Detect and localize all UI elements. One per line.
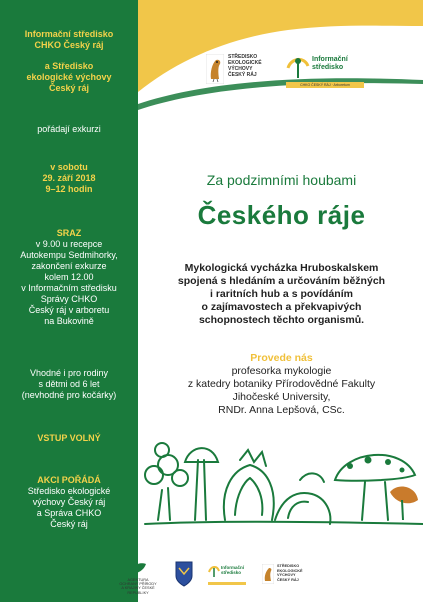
sidebar-family [0,368,138,401]
info-centre-logo [286,50,366,90]
footer-info-text [221,565,244,575]
meet-line-6: Správy CHKO [40,294,98,304]
cabbage-outline [224,465,274,520]
bird-icon [206,54,224,84]
info-line-2: středisko [312,64,344,71]
event-subtitle: Za podzimními houbami [206,172,357,188]
desc-line-4: o zajímavostech a překvapivých [201,301,362,313]
sev-logo [206,50,268,90]
info-tree-icon [286,54,310,80]
big-mushroom-stem [362,482,388,520]
desc-line-5: schopnostech těchto organismů. [198,314,365,326]
cabbage-top-leaves [240,450,266,466]
mushroom-vegetable-illustration [140,420,423,530]
footer-sev-line-1: STŘEDISKO [277,564,300,568]
meet-line-8: na Bukovině [44,316,94,326]
free-entry-text: VSTUP VOLNÝ [37,433,101,443]
footer-info-line-2: středisko [221,570,242,575]
guide-line-3: Jihočeské University, [232,391,331,403]
meet-heading: SRAZ [56,228,82,238]
org-line-5: Český ráj [48,83,90,93]
meet-line-7: Český ráj v arboretu [28,305,110,315]
footer-sev-text [277,564,303,582]
sev-line-4: ČESKÝ RÁJ [228,72,257,78]
tall-mushroom-stem [195,460,206,520]
partner-logos [112,560,423,596]
guide-line-4: RNDr. Anna Lepšová, CSc. [218,404,345,416]
sidebar-organized-by [0,475,138,530]
sidebar-date [0,162,138,195]
sev-line-2: EKOLOGICKÉ [228,60,262,66]
aopk-text: AGENTURA OCHRANY PŘÍRODY A KRAJINY ČESKÉ REPUBLIKY [119,578,157,595]
meet-line-4: kolem 12.00 [44,272,94,282]
org-line-1: Informační středisko [24,29,114,39]
footer-sev-line-3: VÝCHOVY [277,573,296,577]
invite-text: pořádají exkurzi [37,124,101,134]
footer-info-tree-icon [208,564,220,578]
desc-line-1: Mykologická vycházka Hruboskalskem [184,262,379,274]
broccoli-floret-4 [155,443,169,457]
info-line-1: Informační [312,56,348,63]
desc-line-3: i raritních hub a s povídáním [210,288,353,300]
broccoli-floret-3 [172,470,188,486]
aopk-leaf-icon [128,560,148,576]
sidebar-invite [0,124,138,135]
family-line-2: s dětmi od 6 let [38,379,100,389]
footer-sev-line-4: ČESKÝ RÁJ [277,577,299,582]
broccoli-floret-1 [145,466,163,484]
org-line-2: CHKO Český ráj [34,40,104,50]
family-line-1: Vhodné i pro rodiny [29,368,109,378]
footer-sev-line-2: EKOLOGICKÉ [277,568,303,573]
organized-line-3: a Správa CHKO [36,508,102,518]
region-shield-logo [174,560,194,590]
sidebar-free-entry [0,433,138,444]
org-line-3: a Středisko [44,61,94,71]
org-line-4: ekologické výchovy [26,72,112,82]
header-wave [138,0,423,150]
organized-line-1: Středisko ekologické [27,486,111,496]
sev-logo-text [228,54,262,78]
event-description [140,262,423,327]
organized-heading: AKCI POŘÁDÁ [37,475,101,485]
gourd-outline [275,493,330,524]
sev-line-3: VÝCHOVY [228,66,253,72]
footer-info-strip [208,582,246,585]
ground-line [145,522,423,524]
footer-sev-logo [262,560,314,594]
footer-bird-icon [262,564,274,584]
date-line-1: v sobotu [50,162,88,172]
meet-line-2: Autokempu Sedmihorky, [20,250,118,260]
gourd-lines [288,502,308,518]
meet-line-3: zakončení exkurze [31,261,107,271]
info-logo-strip: CHKO ČESKÝ RÁJ · Arboretum [286,82,364,88]
organized-line-4: Český ráj [50,519,88,529]
sev-line-1: STŘEDISKO [228,54,258,60]
green-swoosh [138,78,423,110]
shield-icon [174,560,194,588]
guide-heading: Provede nás [250,352,313,364]
cabbage-leaves [235,478,262,515]
aopk-logo [118,560,158,594]
date-line-2: 29. září 2018 [42,173,96,183]
yellow-wave-shape [138,0,423,92]
guide-line-2: z katedry botaniky Přírodovědné Fakulty [187,378,376,390]
small-mushroom-stem [402,500,403,520]
family-line-3: (nevhodné pro kočárky) [21,390,117,400]
sidebar-organizers [0,29,138,94]
meet-line-1: v 9.00 u recepce [35,239,103,249]
footer-info-centre-logo [208,560,248,592]
guide-info [140,352,423,417]
organized-line-2: výchovy Český ráj [32,497,106,507]
gourd-stem [300,473,324,482]
date-line-3: 9–12 hodin [45,184,93,194]
info-logo-text [312,56,348,72]
small-red-mushroom-cap [390,486,418,503]
sidebar-meeting [0,228,138,327]
footer-info-line-1: Informační [221,565,245,570]
event-title: Českého ráje [197,200,366,230]
broccoli-stem [158,488,170,520]
meet-line-5: v Informačním středisku [21,283,117,293]
guide-line-1: profesorka mykologie [231,365,332,377]
tall-mushroom-cap [185,448,218,462]
desc-line-2: spojená s hledáním a určováním běžných [177,275,386,287]
